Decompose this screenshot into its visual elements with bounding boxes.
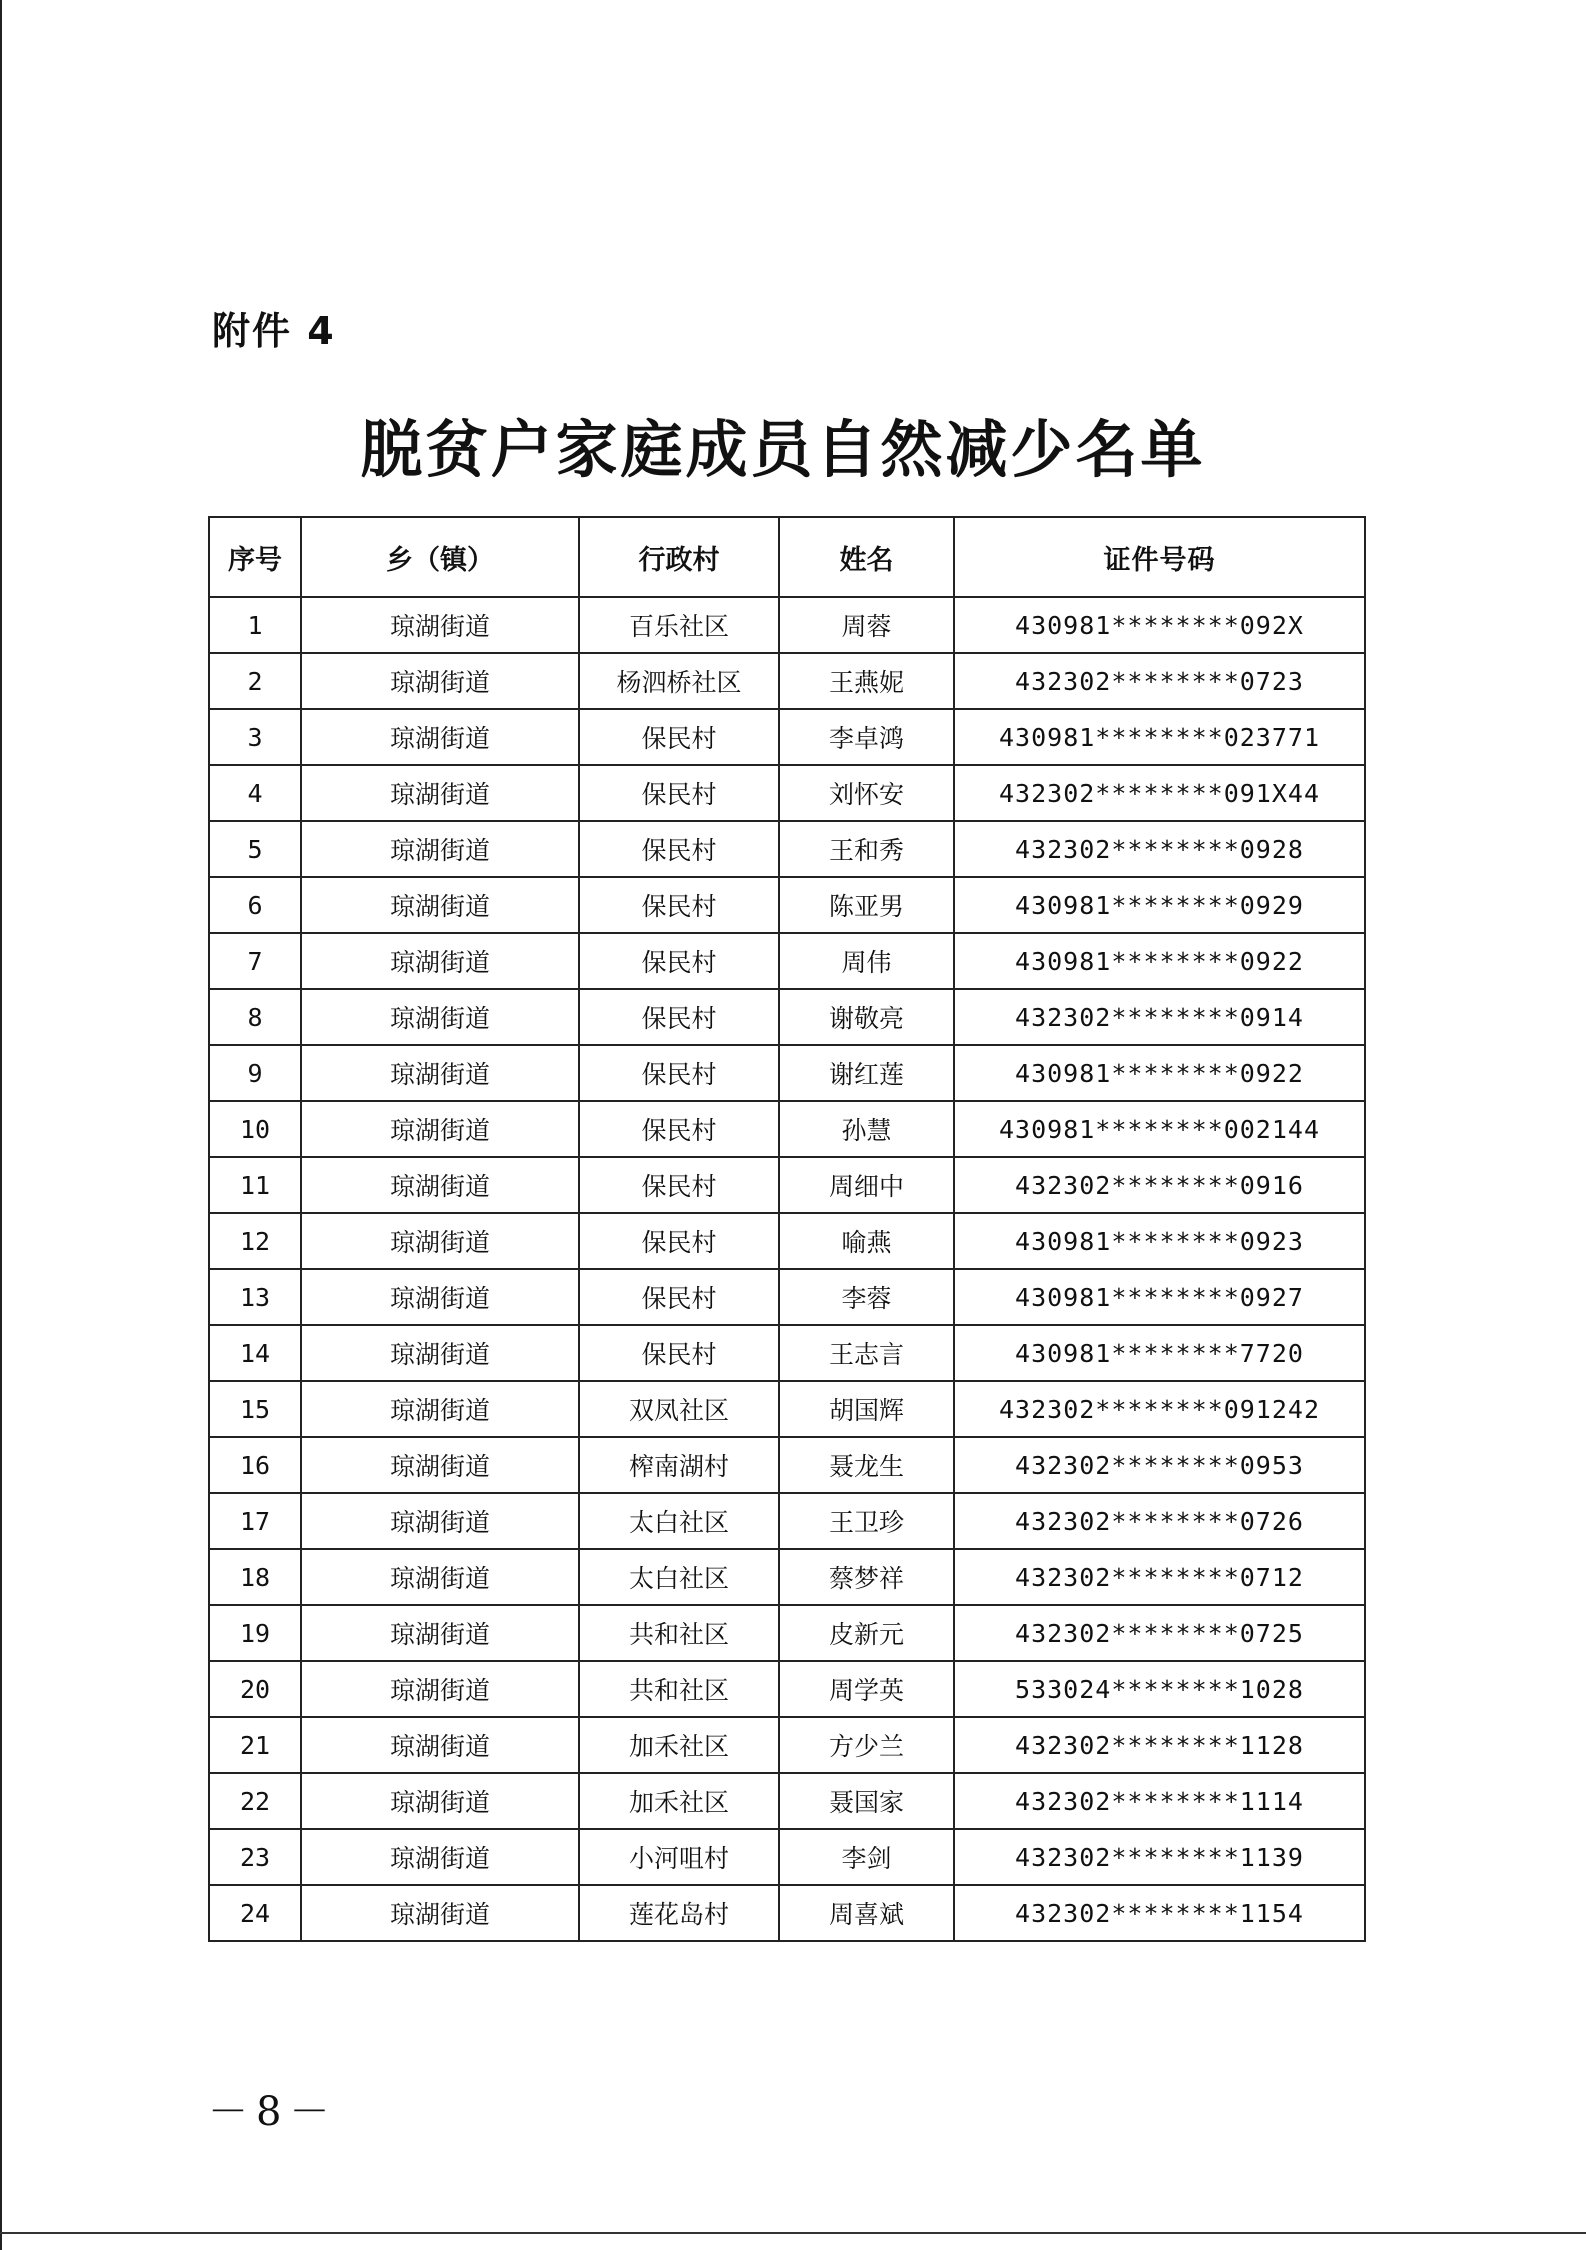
cell-serial: 19	[209, 1605, 301, 1661]
page-number: －8－	[208, 2089, 338, 2135]
table-header-row	[209, 517, 1365, 597]
cell-serial: 4	[209, 765, 301, 821]
cell-id-number: 432302********1139	[954, 1829, 1365, 1885]
cell-serial: 13	[209, 1269, 301, 1325]
table-row	[209, 821, 1365, 877]
cell-id-number: 432302********0928	[954, 821, 1365, 877]
cell-town: 琼湖街道	[301, 1605, 579, 1661]
cell-village: 加禾社区	[579, 1773, 779, 1829]
cell-id-number: 430981********0922	[954, 1045, 1365, 1101]
cell-town: 琼湖街道	[301, 709, 579, 765]
cell-id-number: 432302********091242	[954, 1381, 1365, 1437]
cell-name: 周学英	[779, 1661, 954, 1717]
cell-town: 琼湖街道	[301, 1381, 579, 1437]
cell-village: 保民村	[579, 1157, 779, 1213]
cell-town: 琼湖街道	[301, 1549, 579, 1605]
table-row	[209, 989, 1365, 1045]
cell-town: 琼湖街道	[301, 1437, 579, 1493]
cell-name: 刘怀安	[779, 765, 954, 821]
table-row	[209, 1045, 1365, 1101]
cell-name: 喻燕	[779, 1213, 954, 1269]
table-row	[209, 1717, 1365, 1773]
roster-table	[208, 516, 1366, 1942]
cell-village: 加禾社区	[579, 1717, 779, 1773]
cell-id-number: 533024********1028	[954, 1661, 1365, 1717]
cell-town: 琼湖街道	[301, 1213, 579, 1269]
cell-village: 莲花岛村	[579, 1885, 779, 1941]
cell-serial: 20	[209, 1661, 301, 1717]
cell-name: 李蓉	[779, 1269, 954, 1325]
cell-id-number: 432302********0712	[954, 1549, 1365, 1605]
cell-town: 琼湖街道	[301, 1101, 579, 1157]
cell-name: 孙慧	[779, 1101, 954, 1157]
cell-name: 皮新元	[779, 1605, 954, 1661]
cell-id-number: 432302********1154	[954, 1885, 1365, 1941]
cell-village: 共和社区	[579, 1661, 779, 1717]
table-row	[209, 653, 1365, 709]
cell-town: 琼湖街道	[301, 933, 579, 989]
cell-serial: 21	[209, 1717, 301, 1773]
cell-village: 保民村	[579, 933, 779, 989]
cell-serial: 2	[209, 653, 301, 709]
cell-village: 保民村	[579, 989, 779, 1045]
cell-id-number: 432302********0726	[954, 1493, 1365, 1549]
cell-village: 保民村	[579, 1213, 779, 1269]
cell-name: 方少兰	[779, 1717, 954, 1773]
cell-town: 琼湖街道	[301, 1493, 579, 1549]
cell-id-number: 430981********0929	[954, 877, 1365, 933]
cell-name: 周伟	[779, 933, 954, 989]
table-row	[209, 1213, 1365, 1269]
cell-town: 琼湖街道	[301, 1773, 579, 1829]
table-row	[209, 1269, 1365, 1325]
cell-name: 蔡梦祥	[779, 1549, 954, 1605]
cell-town: 琼湖街道	[301, 1717, 579, 1773]
cell-id-number: 430981********002144	[954, 1101, 1365, 1157]
cell-serial: 12	[209, 1213, 301, 1269]
cell-id-number: 430981********0923	[954, 1213, 1365, 1269]
cell-serial: 5	[209, 821, 301, 877]
table-row	[209, 1157, 1365, 1213]
cell-serial: 6	[209, 877, 301, 933]
cell-name: 谢敬亮	[779, 989, 954, 1045]
cell-id-number: 430981********0922	[954, 933, 1365, 989]
cell-name: 王和秀	[779, 821, 954, 877]
cell-id-number: 430981********023771	[954, 709, 1365, 765]
table-row	[209, 1885, 1365, 1941]
cell-town: 琼湖街道	[301, 1885, 579, 1941]
cell-town: 琼湖街道	[301, 821, 579, 877]
cell-serial: 18	[209, 1549, 301, 1605]
table-row	[209, 877, 1365, 933]
cell-name: 周细中	[779, 1157, 954, 1213]
page-left-edge	[0, 0, 2, 2250]
cell-name: 陈亚男	[779, 877, 954, 933]
cell-serial: 8	[209, 989, 301, 1045]
cell-village: 小河咀村	[579, 1829, 779, 1885]
cell-village: 共和社区	[579, 1605, 779, 1661]
cell-id-number: 430981********0927	[954, 1269, 1365, 1325]
cell-serial: 17	[209, 1493, 301, 1549]
table-row	[209, 1493, 1365, 1549]
cell-village: 榨南湖村	[579, 1437, 779, 1493]
cell-name: 李卓鸿	[779, 709, 954, 765]
page-bottom-edge	[0, 2232, 1586, 2234]
table-row	[209, 597, 1365, 653]
cell-id-number: 432302********0916	[954, 1157, 1365, 1213]
cell-village: 保民村	[579, 1101, 779, 1157]
table-row	[209, 709, 1365, 765]
cell-serial: 9	[209, 1045, 301, 1101]
cell-town: 琼湖街道	[301, 877, 579, 933]
header-serial: 序号	[209, 517, 301, 597]
cell-name: 聂龙生	[779, 1437, 954, 1493]
cell-name: 王志言	[779, 1325, 954, 1381]
cell-id-number: 432302********0725	[954, 1605, 1365, 1661]
cell-serial: 10	[209, 1101, 301, 1157]
cell-serial: 22	[209, 1773, 301, 1829]
cell-town: 琼湖街道	[301, 765, 579, 821]
cell-village: 保民村	[579, 765, 779, 821]
cell-name: 王燕妮	[779, 653, 954, 709]
table-row	[209, 1829, 1365, 1885]
cell-serial: 3	[209, 709, 301, 765]
cell-id-number: 432302********1114	[954, 1773, 1365, 1829]
cell-serial: 1	[209, 597, 301, 653]
cell-village: 杨泗桥社区	[579, 653, 779, 709]
header-town: 乡（镇）	[301, 517, 579, 597]
cell-village: 保民村	[579, 709, 779, 765]
cell-serial: 16	[209, 1437, 301, 1493]
cell-village: 太白社区	[579, 1549, 779, 1605]
header-village: 行政村	[579, 517, 779, 597]
cell-serial: 24	[209, 1885, 301, 1941]
cell-id-number: 432302********091X44	[954, 765, 1365, 821]
cell-id-number: 432302********0953	[954, 1437, 1365, 1493]
table-row	[209, 1101, 1365, 1157]
cell-village: 百乐社区	[579, 597, 779, 653]
document-title	[0, 400, 1586, 489]
cell-id-number: 430981********7720	[954, 1325, 1365, 1381]
table-row	[209, 765, 1365, 821]
cell-village: 保民村	[579, 1269, 779, 1325]
cell-name: 周蓉	[779, 597, 954, 653]
cell-name: 王卫珍	[779, 1493, 954, 1549]
cell-town: 琼湖街道	[301, 653, 579, 709]
table-row	[209, 1549, 1365, 1605]
cell-id-number: 432302********0914	[954, 989, 1365, 1045]
cell-serial: 15	[209, 1381, 301, 1437]
table-body	[209, 597, 1365, 1941]
table-row	[209, 1381, 1365, 1437]
table-row	[209, 1605, 1365, 1661]
table-row	[209, 1661, 1365, 1717]
cell-name: 谢红莲	[779, 1045, 954, 1101]
attachment-label: 附件 4	[212, 309, 336, 353]
cell-id-number: 430981********092X	[954, 597, 1365, 653]
cell-town: 琼湖街道	[301, 1045, 579, 1101]
table-row	[209, 1773, 1365, 1829]
cell-id-number: 432302********0723	[954, 653, 1365, 709]
cell-village: 保民村	[579, 1325, 779, 1381]
cell-town: 琼湖街道	[301, 1829, 579, 1885]
cell-name: 李剑	[779, 1829, 954, 1885]
cell-village: 双凤社区	[579, 1381, 779, 1437]
cell-town: 琼湖街道	[301, 597, 579, 653]
table-row	[209, 1325, 1365, 1381]
header-name: 姓名	[779, 517, 954, 597]
cell-name: 周喜斌	[779, 1885, 954, 1941]
cell-serial: 11	[209, 1157, 301, 1213]
header-id-number: 证件号码	[954, 517, 1365, 597]
cell-town: 琼湖街道	[301, 989, 579, 1045]
cell-name: 胡国辉	[779, 1381, 954, 1437]
cell-id-number: 432302********1128	[954, 1717, 1365, 1773]
cell-village: 保民村	[579, 1045, 779, 1101]
table-row	[209, 1437, 1365, 1493]
cell-town: 琼湖街道	[301, 1661, 579, 1717]
cell-serial: 7	[209, 933, 301, 989]
cell-town: 琼湖街道	[301, 1325, 579, 1381]
cell-village: 保民村	[579, 821, 779, 877]
cell-serial: 14	[209, 1325, 301, 1381]
cell-village: 保民村	[579, 877, 779, 933]
document-title-text: 脱贫户家庭成员自然减少名单	[360, 413, 1206, 486]
table-row	[209, 933, 1365, 989]
cell-town: 琼湖街道	[301, 1269, 579, 1325]
cell-town: 琼湖街道	[301, 1157, 579, 1213]
cell-name: 聂国家	[779, 1773, 954, 1829]
cell-village: 太白社区	[579, 1493, 779, 1549]
cell-serial: 23	[209, 1829, 301, 1885]
